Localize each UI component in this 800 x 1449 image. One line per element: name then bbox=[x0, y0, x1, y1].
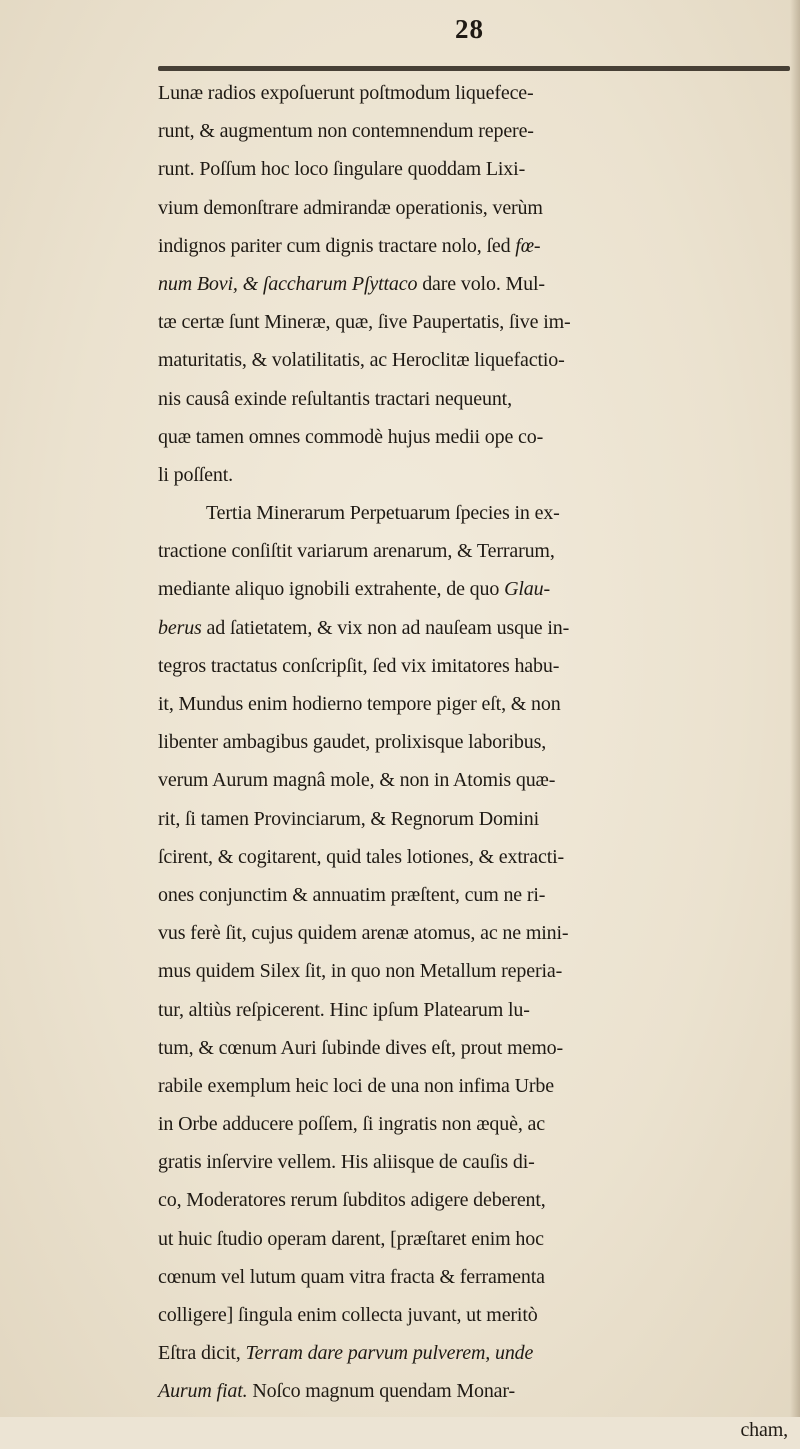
text-line bbox=[158, 265, 798, 303]
body-text bbox=[158, 74, 798, 1449]
line-text: vium demonſtrare admirandæ operationis, verùm bbox=[158, 196, 543, 219]
text-line bbox=[158, 991, 798, 1029]
italic-span: Aurum fiat. bbox=[158, 1380, 248, 1403]
line-text: Eſtra dicit, bbox=[158, 1342, 246, 1365]
text-line bbox=[158, 494, 798, 532]
text-line bbox=[158, 876, 798, 914]
italic-span: num Bovi, & ſaccharum Pſyttaco bbox=[158, 272, 418, 295]
line-text: Tertia Minerarum Perpetuarum ſpecies in ex- bbox=[206, 502, 560, 525]
line-text: ut huic ſtudio operam darent, [præſtaret enim hoc bbox=[158, 1227, 544, 1250]
text-line bbox=[158, 456, 798, 494]
line-text: cham, bbox=[740, 1418, 788, 1441]
line-text: cœnum vel lutum quam vitra fracta & ferramenta bbox=[158, 1265, 545, 1288]
line-text: colligere] ſingula enim collecta juvant, ut meritò bbox=[158, 1304, 538, 1326]
italic-span: Terram dare parvum pulverem, unde bbox=[245, 1342, 534, 1365]
line-text: indignos pariter cum dignis tractare nolo, ſed bbox=[158, 234, 516, 257]
line-text: gratis inſervire vellem. His aliisque de cauſis di- bbox=[158, 1151, 535, 1174]
line-text: ones conjunctim & annuatim præſtent, cum ne ri- bbox=[158, 883, 546, 906]
text-line bbox=[158, 1067, 798, 1105]
line-text: tractione conſiſtit variarum arenarum, & Terrarum, bbox=[158, 540, 555, 563]
line-text: mus quidem Silex ſit, in quo non Metallum reperia- bbox=[158, 960, 563, 983]
line-text: tum, & cœnum Auri ſubinde dives eſt, prout memo- bbox=[158, 1036, 563, 1059]
line-text: rabile exemplum heic loci de una non infima Urbe bbox=[158, 1074, 554, 1097]
line-text: Lunæ radios expoſuerunt poſtmodum liquefece- bbox=[158, 82, 534, 104]
line-text: quæ tamen omnes commodè hujus medii ope co- bbox=[158, 425, 544, 448]
line-text: li poſſent. bbox=[158, 463, 234, 486]
italic-span: Glau- bbox=[504, 578, 550, 601]
text-line bbox=[158, 1334, 798, 1372]
line-text: dare volo. Mul- bbox=[417, 272, 545, 295]
line-text: tæ certæ ſunt Mineræ, quæ, ſive Paupertatis, ſive im- bbox=[158, 311, 571, 334]
header-rule bbox=[158, 66, 790, 71]
line-text: in Orbe adducere poſſem, ſi ingratis non æquè, ac bbox=[158, 1113, 545, 1136]
line-text: ſcirent, & cogitarent, quid tales lotiones, & extracti- bbox=[158, 845, 565, 868]
text-line bbox=[158, 150, 798, 188]
italic-span: fœ- bbox=[515, 234, 541, 257]
text-line bbox=[158, 952, 798, 990]
line-text: verum Aurum magnâ mole, & non in Atomis quæ- bbox=[158, 769, 556, 792]
italic-span: berus bbox=[158, 616, 202, 639]
text-line bbox=[158, 1220, 798, 1258]
text-line bbox=[158, 1258, 798, 1296]
text-line bbox=[158, 609, 798, 647]
text-line bbox=[158, 418, 798, 456]
text-line bbox=[158, 380, 798, 418]
line-text: tegros tractatus conſcripſit, ſed vix imitatores habu- bbox=[158, 654, 560, 677]
text-line bbox=[158, 800, 798, 838]
text-line bbox=[158, 1372, 798, 1410]
line-text: Noſco magnum quendam Monar- bbox=[247, 1380, 516, 1403]
line-text: vus ferè ſit, cujus quidem arenæ atomus, ac ne mini- bbox=[158, 922, 569, 945]
line-text: rit, ſi tamen Provinciarum, & Regnorum Domini bbox=[158, 807, 539, 830]
line-text: mediante aliquo ignobili extrahente, de quo bbox=[158, 578, 505, 601]
line-text: ad ſatietatem, & vix non ad nauſeam usque in- bbox=[201, 616, 570, 639]
line-text: libenter ambagibus gaudet, prolixisque laboribus, bbox=[158, 731, 547, 754]
text-line bbox=[158, 723, 798, 761]
line-text: runt. Poſſum hoc loco ſingulare quoddam Lixi- bbox=[158, 158, 526, 181]
text-line bbox=[158, 761, 798, 799]
text-line bbox=[158, 1105, 798, 1143]
line-text: maturitatis, & volatilitatis, ac Heroclitæ liquefactio- bbox=[158, 349, 565, 372]
text-line bbox=[158, 112, 798, 150]
page-number: 28 bbox=[455, 14, 484, 44]
text-line bbox=[158, 914, 798, 952]
line-text: runt, & augmentum non contemnendum repere- bbox=[158, 120, 534, 143]
line-text: it, Mundus enim hodierno tempore piger eſt, & non bbox=[158, 693, 561, 715]
text-line bbox=[158, 1029, 798, 1067]
line-text: tur, altiùs reſpicerent. Hinc ipſum Platearum lu- bbox=[158, 998, 530, 1021]
text-line bbox=[158, 341, 798, 379]
text-line bbox=[158, 1411, 798, 1449]
text-line bbox=[158, 1296, 798, 1334]
text-line bbox=[158, 1143, 798, 1181]
line-text: nis causâ exinde reſultantis tractari nequeunt, bbox=[158, 387, 512, 410]
text-line bbox=[158, 647, 798, 685]
text-line bbox=[158, 74, 798, 112]
text-line bbox=[158, 227, 798, 265]
text-line bbox=[158, 532, 798, 570]
text-line bbox=[158, 685, 798, 723]
text-line bbox=[158, 303, 798, 341]
text-line bbox=[158, 1181, 798, 1219]
text-line bbox=[158, 189, 798, 227]
text-line bbox=[158, 838, 798, 876]
line-text: co, Moderatores rerum ſubditos adigere deberent, bbox=[158, 1189, 546, 1212]
text-line bbox=[158, 570, 798, 608]
